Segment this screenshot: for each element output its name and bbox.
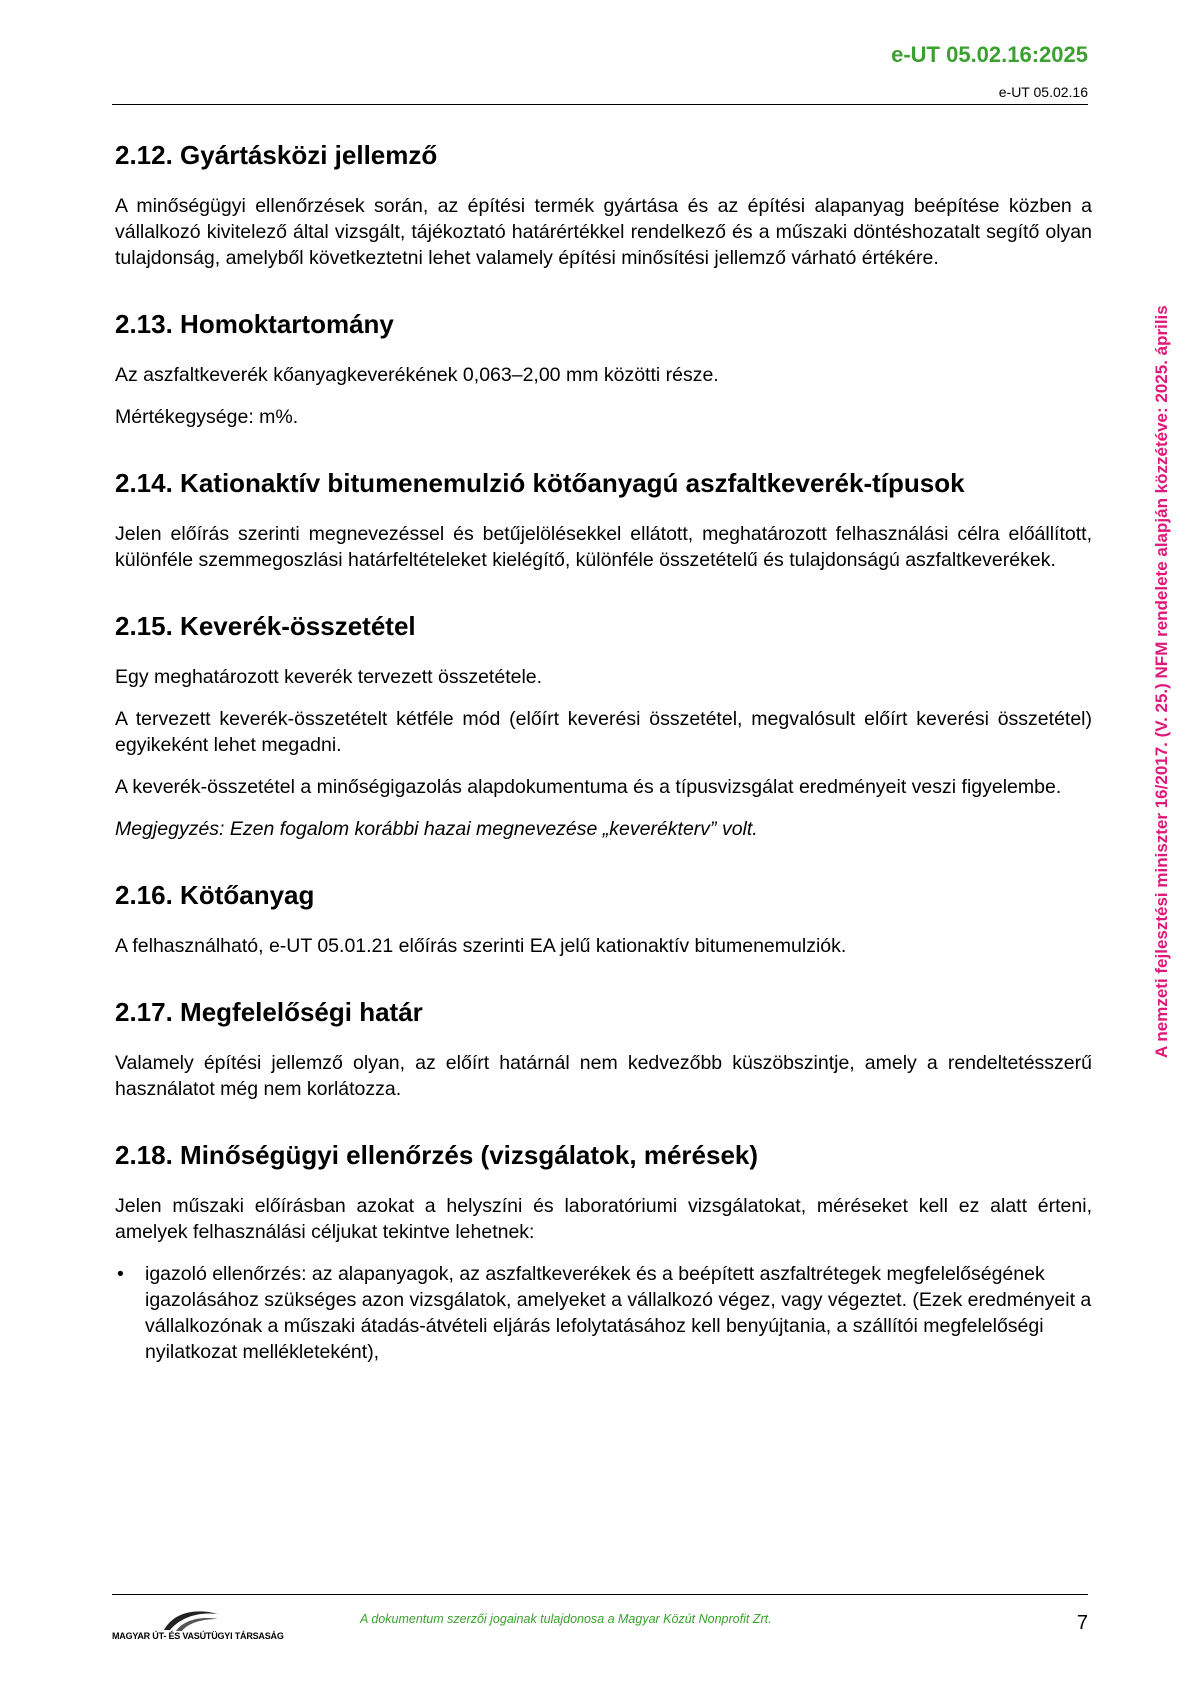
society-logo xyxy=(112,1606,284,1646)
section-paragraph: Mértékegysége: m%. xyxy=(115,406,299,428)
section-paragraph: A felhasználható, e-UT 05.01.21 előírás szerinti EA jelű kationaktív bitumenemulziók. xyxy=(115,935,847,957)
bullet-icon: • xyxy=(117,1263,124,1285)
page-number: 7 xyxy=(1076,1612,1088,1634)
section-title: 2.15. Keverék-összetétel xyxy=(115,611,416,641)
footer-divider xyxy=(112,1594,1088,1595)
publication-side-note: A nemzeti fejlesztési miniszter 16/2017. (V. 25.) NFM rendelete alapján közzétéve: 2025. április xyxy=(1152,305,1171,1058)
header-divider xyxy=(112,104,1088,105)
list-item xyxy=(115,1261,1092,1365)
section-2-12 xyxy=(115,140,1092,271)
section-paragraph: A minőségügyi ellenőrzések során, az építési termék gyártása és az építési alapanyag beépítése közben a vállalkozó kivitelező által vizsgált, tájékoztató határértékkel rendelkező és a műszaki döntéshozatalt segítő olyan tulajdonság, amelyből következtetni lehet valamely építési minősítési jellemző várható értékére. xyxy=(115,195,1092,269)
section-2-16 xyxy=(115,880,1092,959)
list-item-text: igazoló ellenőrzés: az alapanyagok, az aszfaltkeverékek és a beépített aszfaltrétegek megfelelőségének igazolásához szükséges azon vizsgálatok, amelyeket a vállalkozó végez, vagy végeztet. (Ezek eredményeit a vállalkozónak a műszaki átadás-átvételi eljárás lefolytatásához kell benyújtania, a szállítói megfelelőségi nyilatkozat mellékleteként), xyxy=(145,1263,1092,1363)
section-2-17 xyxy=(115,997,1092,1102)
section-title: 2.14. Kationaktív bitumenemulzió kötőanyagú aszfaltkeverék-típusok xyxy=(115,468,965,498)
section-2-18 xyxy=(115,1140,1092,1365)
section-paragraph: Valamely építési jellemző olyan, az előírt határnál nem kedvezőbb küszöbszintje, amely a rendeltetésszerű használatot még nem korlátozza. xyxy=(115,1052,1092,1100)
copyright-notice: A dokumentum szerzői jogainak tulajdonosa a Magyar Közút Nonprofit Zrt. xyxy=(360,1612,772,1626)
section-paragraph: Jelen előírás szerinti megnevezéssel és betűjelölésekkel ellátott, meghatározott felhasználási célra előállított, különféle szemmegoszlási határfeltételeket kielégítő, különféle összetételű és tulajdonságú aszfaltkeverékek. xyxy=(115,523,1092,571)
section-paragraph: Egy meghatározott keverék tervezett összetétele. xyxy=(115,666,543,688)
section-title: 2.13. Homoktartomány xyxy=(115,309,394,339)
section-title: 2.16. Kötőanyag xyxy=(115,880,315,910)
section-paragraph: A tervezett keverék-összetételt kétféle mód (előírt keverési összetétel, megvalósult előírt keverési összetétel) egyikeként lehet megadni. xyxy=(115,708,1092,756)
society-logo-text: MAGYAR ÚT- ÉS VASÚTÜGYI TÁRSASÁG xyxy=(112,1631,284,1641)
section-title: 2.12. Gyártásközi jellemző xyxy=(115,140,438,170)
document-code-small: e-UT 05.02.16 xyxy=(998,84,1088,100)
document-code: e-UT 05.02.16:2025 xyxy=(891,42,1088,67)
section-paragraph: Az aszfaltkeverék kőanyagkeverékének 0,063–2,00 mm közötti része. xyxy=(115,364,719,386)
section-note: Megjegyzés: Ezen fogalom korábbi hazai megnevezése „keverékterv” volt. xyxy=(115,818,758,840)
swoosh-logo-icon xyxy=(160,1606,220,1634)
section-2-13 xyxy=(115,309,1092,430)
document-body xyxy=(115,140,1092,1403)
section-title: 2.18. Minőségügyi ellenőrzés (vizsgálatok, mérések) xyxy=(115,1140,759,1170)
section-2-14 xyxy=(115,468,1092,573)
section-title: 2.17. Megfelelőségi határ xyxy=(115,997,423,1027)
section-paragraph: Jelen műszaki előírásban azokat a helyszíni és laboratóriumi vizsgálatokat, méréseket kell ez alatt érteni, amelyek felhasználási céljukat tekintve lehetnek: xyxy=(115,1195,1092,1243)
section-paragraph: A keverék-összetétel a minőségigazolás alapdokumentuma és a típusvizsgálat eredményeit veszi figyelembe. xyxy=(115,776,1062,798)
section-2-15 xyxy=(115,611,1092,842)
bullet-list xyxy=(115,1261,1092,1365)
